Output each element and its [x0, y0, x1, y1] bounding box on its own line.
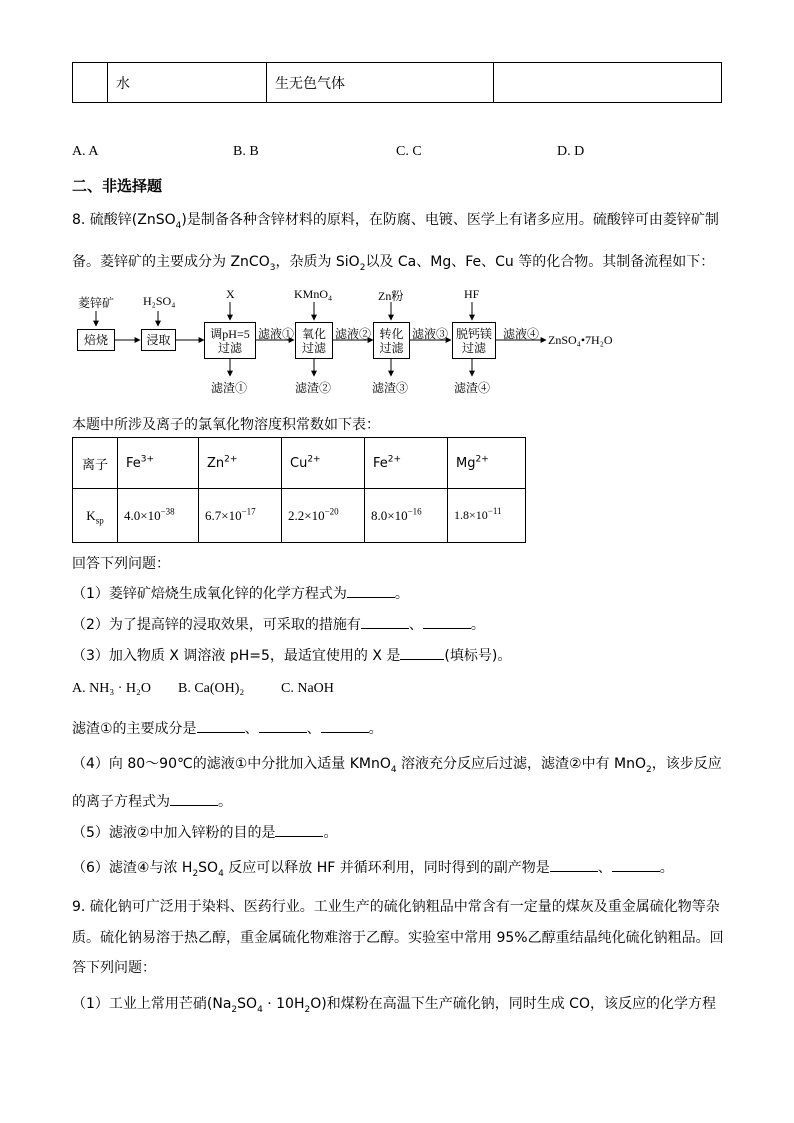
flow-residue-3: 滤渣③: [372, 381, 409, 395]
flow-filtrate-3: 滤液③: [412, 327, 449, 341]
q8-line2: 备。菱锌矿的主要成分为 ZnCO$_3$，杂质为 SiO$_2$以及 Ca、Mg、Fe、Cu 等的化合物。其制备流程如下：: [72, 254, 715, 273]
flow-reagent-hf: HF: [464, 287, 480, 301]
choice-a[interactable]: A. NH₃ · H₂O: [72, 681, 151, 696]
flow-residue-2: 滤渣②: [295, 381, 332, 395]
residue-question: 滤渣①的主要成分是 、 、 。: [72, 721, 383, 737]
sub-question-1: （1）菱锌矿焙烧生成氧化锌的化学方程式为 。: [72, 586, 409, 602]
flow-step-oxidize: 氧化 过滤: [295, 322, 333, 359]
answer-blank[interactable]: [259, 720, 307, 733]
choice-b[interactable]: B. Ca(OH)₂: [178, 681, 245, 696]
sub-question-4: （4）向 80～90℃的滤液①中分批加入适量 KMnO$_4$ 溶液充分反应后过滤，滤渣②中有 MnO$_2$，该步反应: [72, 756, 722, 775]
flow-filtrate-4: 滤液④: [503, 327, 540, 341]
ksp-value-zn2: $6.7\times 10^{-17}$: [199, 489, 282, 543]
flow-residue-1: 滤渣①: [211, 381, 248, 395]
flow-step-demgca: 脱钙镁 过滤: [452, 322, 496, 359]
flow-step-convert: 转化 过滤: [373, 322, 410, 359]
option-b[interactable]: B. B: [233, 144, 259, 159]
answer-blank[interactable]: [550, 859, 598, 872]
sub-question-4-line2: 的离子方程式为 。: [72, 794, 232, 810]
flow-start-label: 菱锌矿: [78, 296, 115, 310]
flow-filtrate-2: 滤液②: [335, 327, 372, 341]
answer-blank[interactable]: [170, 793, 218, 806]
sub-question-6: （6）滤渣④与浓 $H_2SO_4$ 反应可以释放 HF 并循环利用，同时得到的副产物是 、 。: [72, 860, 674, 879]
top-table-cell-water: 水: [108, 63, 267, 103]
flow-residue-4: 滤渣④: [454, 381, 491, 395]
answer-blank[interactable]: [275, 824, 323, 837]
q8-line1: 8. 硫酸锌(ZnSO$_4$)是制备各种含锌材料的原料，在防腐、电镀、医学上有诸多应用。硫酸锌可由菱锌矿制: [72, 212, 719, 231]
answer-prompt: 回答下列问题：: [72, 556, 170, 572]
section-title: 二、非选择题: [72, 177, 163, 195]
sub-question-3: （3）加入物质 X 调溶液 pH=5，最适宜使用的 X 是 (填标号)。: [72, 648, 512, 664]
flow-product: ZnSO₄•7H₂O: [548, 333, 613, 347]
flow-reagent-kmno4: KMnO₄: [294, 287, 333, 301]
answer-blank[interactable]: [197, 720, 245, 733]
answer-blank[interactable]: [321, 720, 369, 733]
ksp-value-fe2: $8.0\times 10^{-16}$: [365, 489, 448, 543]
sub-question-2: （2）为了提高锌的浸取效果，可采取的措施有 、 。: [72, 617, 485, 633]
ksp-table: [72, 437, 526, 543]
ksp-row-label: $K_{sp}$: [73, 489, 118, 543]
ksp-ion-mg2: $Mg^{2+}$: [448, 438, 526, 489]
ksp-ion-fe3: $Fe^{3+}$: [118, 438, 199, 489]
ksp-value-cu2: $2.2\times 10^{-20}$: [282, 489, 365, 543]
ksp-intro: 本题中所涉及离子的氯氧化物溶度积常数如下表：: [72, 417, 380, 433]
ksp-header-label: 离子: [73, 438, 118, 489]
choice-c[interactable]: C. NaOH: [281, 681, 334, 696]
answer-blank[interactable]: [361, 616, 409, 629]
q9-line2: 质。硫化钠易溶于热乙醇，重金属硫化物难溶于乙醇。实验室中常用 95%乙醇重结晶纯化硫化钠粗品。回: [72, 930, 724, 946]
q9-line3: 答下列问题：: [72, 960, 156, 976]
flow-step-leach: 浸取: [141, 329, 176, 351]
flow-step-roast: 焙烧: [77, 329, 115, 351]
flow-reagent-h2so4: H₂SO₄: [143, 294, 176, 308]
option-d[interactable]: D. D: [557, 144, 585, 159]
answer-blank[interactable]: [612, 859, 660, 872]
top-table-cell-gas: 生无色气体: [267, 63, 494, 103]
ksp-ion-cu2: $Cu^{2+}$: [282, 438, 365, 489]
answer-blank[interactable]: [400, 647, 444, 660]
flow-reagent-zn: Zn粉: [378, 289, 404, 303]
ksp-ion-fe2: $Fe^{2+}$: [365, 438, 448, 489]
option-c[interactable]: C. C: [396, 144, 422, 159]
answer-blank[interactable]: [347, 585, 395, 598]
flow-reagent-x: X: [226, 287, 235, 301]
ksp-value-mg2: $1.8\times 10^{-11}$: [448, 489, 526, 543]
option-a[interactable]: A. A: [72, 144, 99, 159]
flow-step-ph: 调pH=5 过滤: [204, 322, 256, 359]
answer-blank[interactable]: [423, 616, 471, 629]
ksp-ion-zn2: $Zn^{2+}$: [199, 438, 282, 489]
sub-question-5: （5）滤液②中加入锌粉的目的是 。: [72, 825, 338, 841]
q9-line4: （1）工业上常用芒硝$(Na_2SO_4 \cdot 10H_2O)$和煤粉在高温下生产硫化钠，同时生成 CO，该反应的化学方程: [72, 996, 716, 1015]
ksp-value-fe3: $4.0\times 10^{-38}$: [118, 489, 199, 543]
q9-line1: 9. 硫化钠可广泛用于染料、医药行业。工业生产的硫化钠粗品中常含有一定量的煤灰及重金属硫化物等杂: [72, 899, 720, 915]
flow-filtrate-1: 滤液①: [258, 327, 295, 341]
